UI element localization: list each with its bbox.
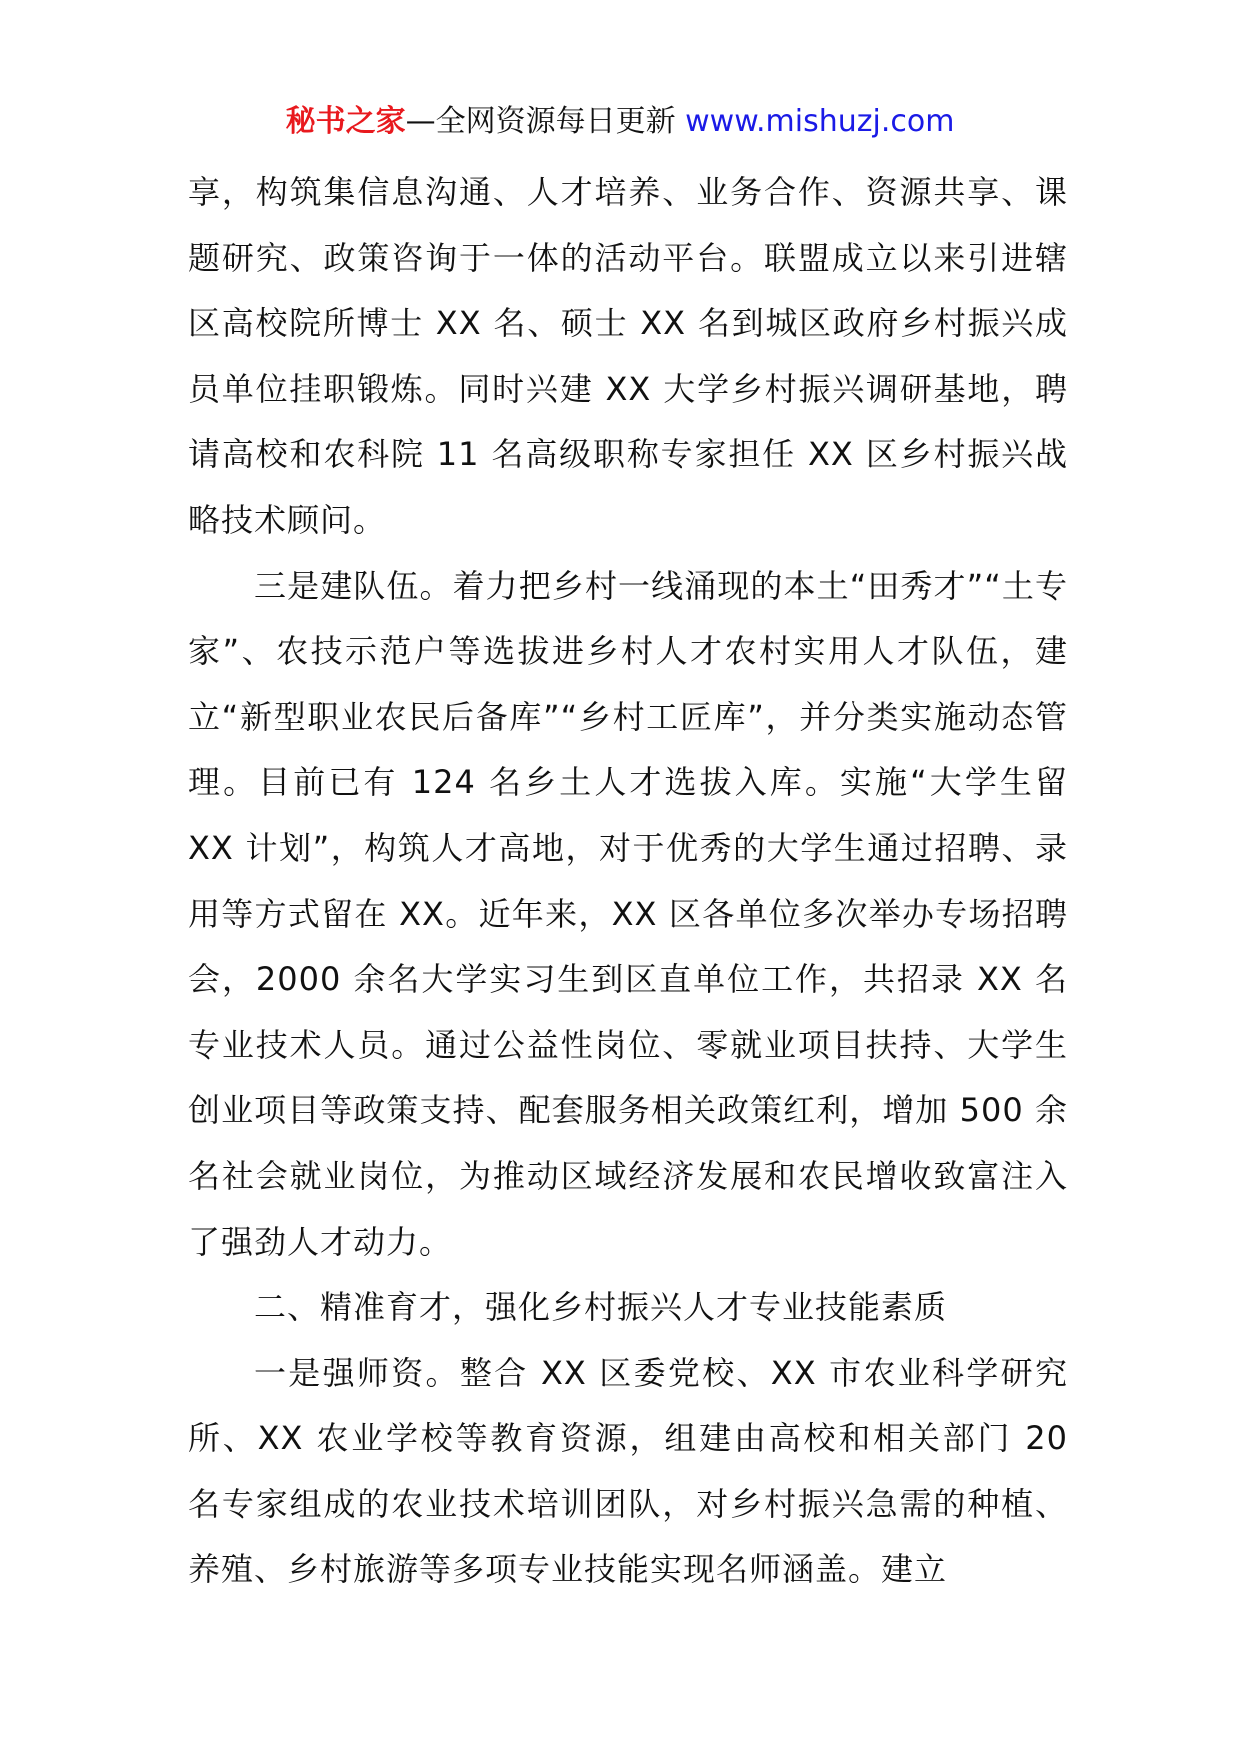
site-brand: 秘书之家 [285,104,406,139]
site-tagline: —全网资源每日更新 [405,104,686,139]
site-header [0,100,1240,144]
paragraph-team-building: 三是建队伍。着力把乡村一线涌现的本土“田秀才”“土专家”、农技示范户等选拔进乡村人才农村实用人才队伍，建立“新型职业农民后备库”“乡村工匠库”，并分类实施动态管理。目前已有 124 名乡土人才选拔入库。实施“大学生留 XX 计划”，构筑人才高地，对于优秀的大学生通过招聘、录用等方式留在 XX。近年来，XX 区各单位多次举办专场招聘会，2000 余名大学实习生到区直单位工作，共招录 XX 名专业技术人员。通过公益性岗位、零就业项目扶持、大学生创业项目等政策支持、配套服务相关政策红利，增加 500 余名社会就业岗位，为推动区域经济发展和农民增收致富注入了强劲人才动力。 [188,566,1068,1261]
section-heading: 二、精准育才，强化乡村振兴人才专业技能素质 [254,1288,948,1327]
paragraph-continuation: 享，构筑集信息沟通、人才培养、业务合作、资源共享、课题研究、政策咨询于一体的活动平台。联盟成立以来引进辖区高校院所博士 XX 名、硕士 XX 名到城区政府乡村振兴成员单位挂职锻炼。同时兴建 XX 大学乡村振兴调研基地，聘请高校和农科院 11 名高级职称专家担任 XX 区乡村振兴战略技术顾问。 [188,173,1068,539]
document-body [188,160,1068,1603]
paragraph-teachers: 一是强师资。整合 XX 区委党校、XX 市农业科学研究所、XX 农业学校等教育资源，组建由高校和相关部门 20 名专家组成的农业技术培训团队，对乡村振兴急需的种植、养殖、乡村旅游等多项专业技能实现名师涵盖。建立 [188,1353,1068,1589]
site-url-link[interactable]: www.mishuzj.com [685,104,955,139]
